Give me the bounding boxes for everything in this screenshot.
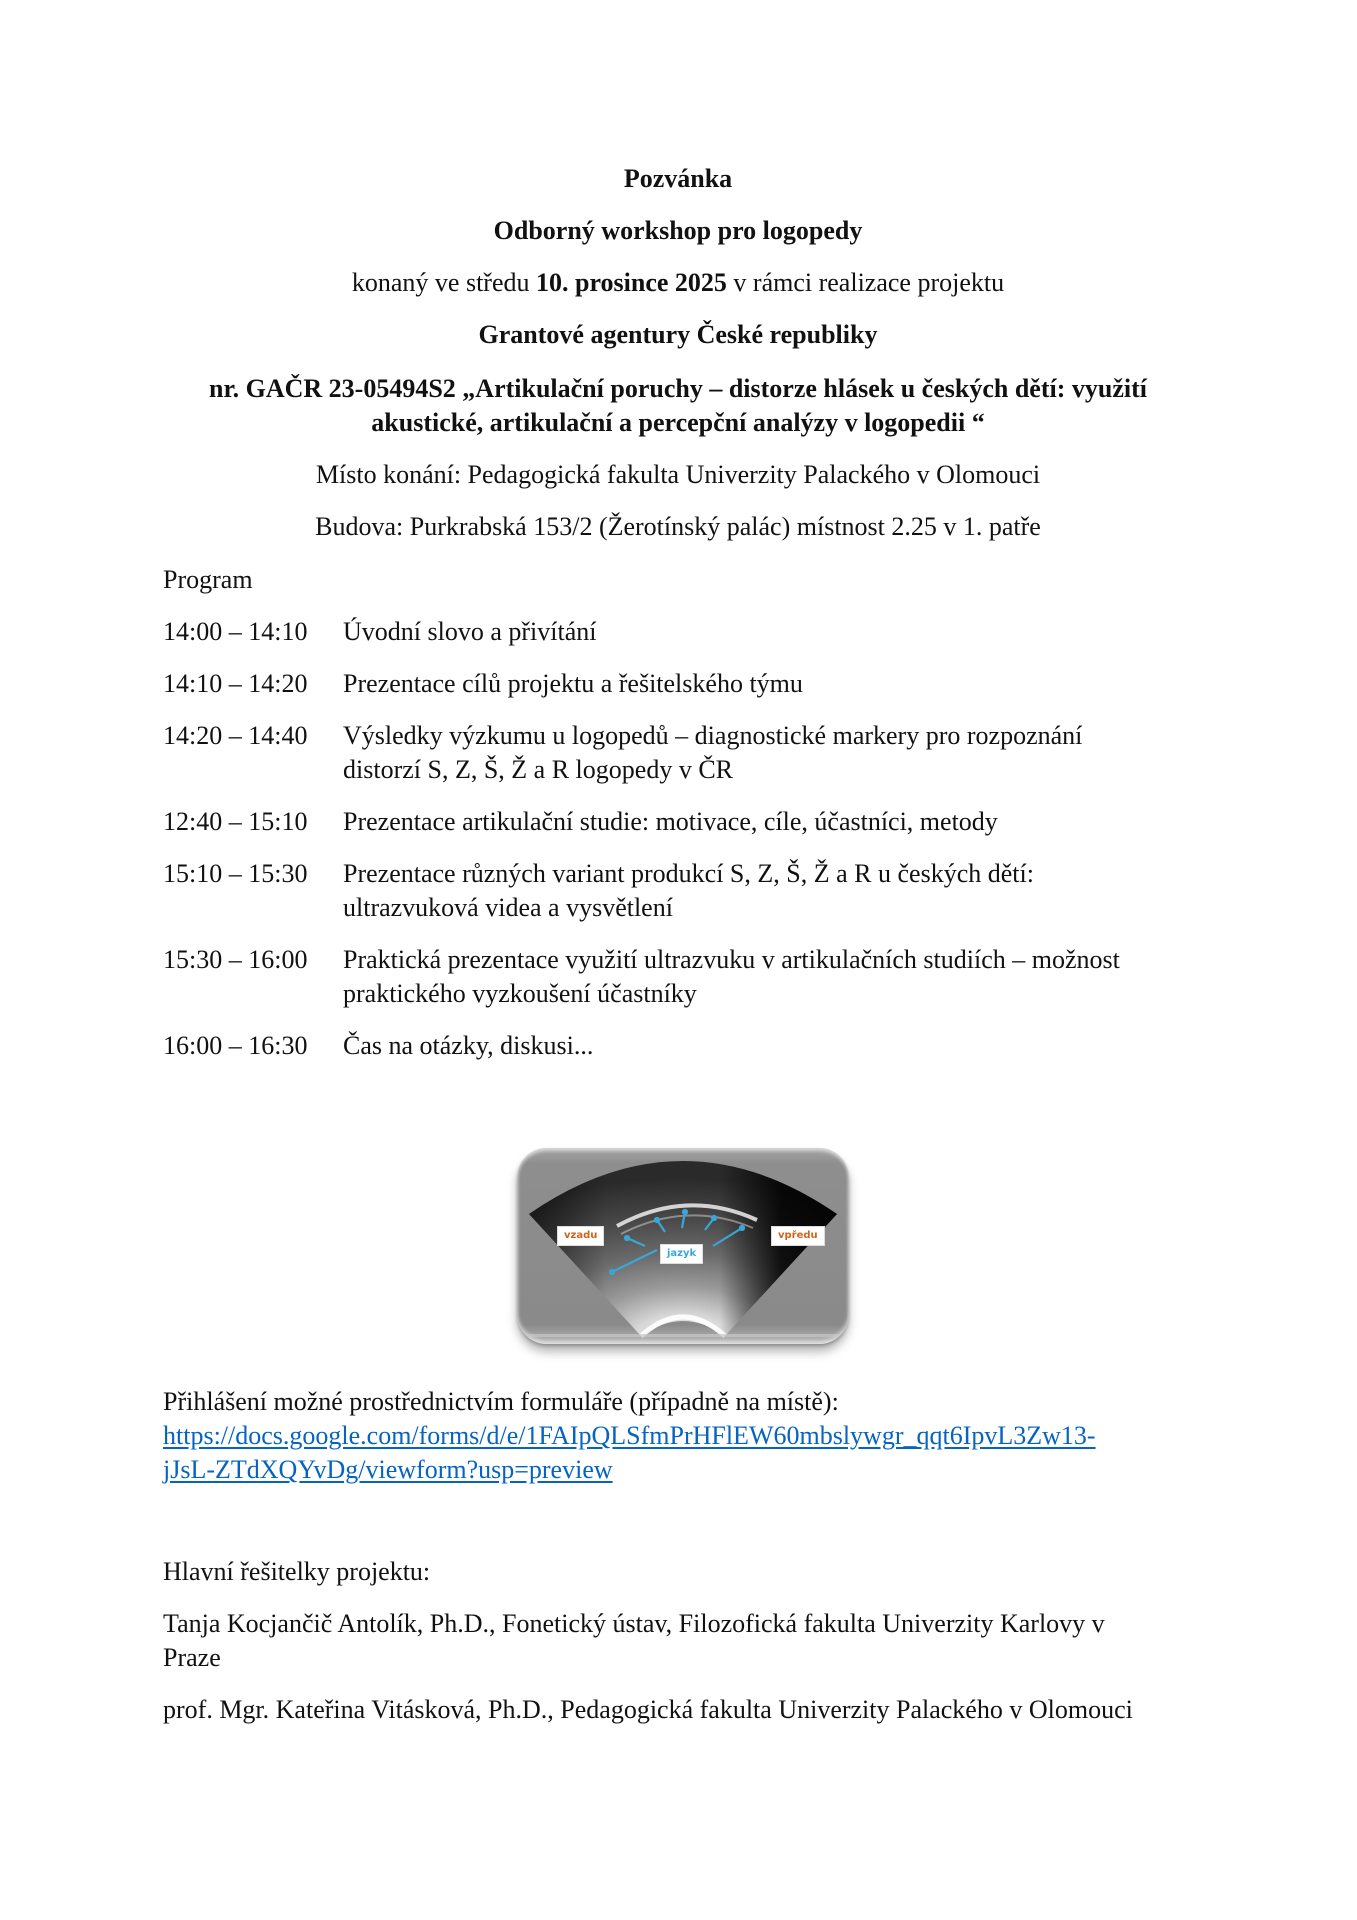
- program-description: Úvodní slovo a přivítání: [343, 617, 597, 646]
- program-description: Prezentace cílů projektu a řešitelského týmu: [343, 669, 803, 698]
- label-front: vpředu: [771, 1226, 825, 1246]
- investigators-heading: Hlavní řešitelky projektu:: [163, 1557, 431, 1586]
- program-time: 14:00 – 14:10: [163, 617, 308, 646]
- registration-link-line-2[interactable]: jJsL-ZTdXQYvDg/viewform?usp=preview: [163, 1455, 613, 1484]
- program-item: [163, 857, 1193, 925]
- document-subtitle: Odborný workshop pro logopedy: [493, 216, 863, 245]
- arrow-head: [740, 1226, 744, 1230]
- project-title-line-2: akustické, artikulační a percepční analýzy v logopedii “: [371, 408, 985, 437]
- date-suffix: v rámci realizace projektu: [726, 268, 1005, 297]
- program-description: Čas na otázky, diskusi...: [343, 1031, 594, 1060]
- ultrasound-tongue-image: [517, 1148, 849, 1344]
- event-date: 10. prosince 2025: [536, 268, 727, 297]
- building: Budova: Purkrabská 153/2 (Žerotínský palác) místnost 2.25 v 1. patře: [315, 512, 1041, 541]
- program-description: Prezentace artikulační studie: motivace, cíle, účastníci, metody: [343, 807, 998, 836]
- program-item: [163, 1029, 1193, 1063]
- program-item: [163, 667, 1193, 701]
- registration-link-line-1[interactable]: https://docs.google.com/forms/d/e/1FAIpQLSfmPrHFlEW60mbslywgr_qqt6IpvL3Zw13-: [163, 1421, 1096, 1450]
- label-tongue: jazyk: [660, 1244, 703, 1264]
- project-title-line-1: nr. GAČR 23-05494S2 „Artikulační poruchy – distorze hlásek u českých dětí: využití: [209, 374, 1147, 403]
- venue: Místo konání: Pedagogická fakulta Univerzity Palackého v Olomouci: [315, 460, 1041, 489]
- program-description: Prezentace různých variant produkcí S, Z, Š, Ž a R u českých dětí: ultrazvuková videa a vysvětlení: [343, 859, 1034, 922]
- program-item: [163, 805, 1193, 839]
- program-time: 12:40 – 15:10: [163, 807, 308, 836]
- investigator-entry: [163, 1607, 1105, 1675]
- program-description: Výsledky výzkumu u logopedů – diagnostické markery pro rozpoznání distorzí S, Z, Š, Ž a R logopedy v ČR: [343, 721, 1083, 784]
- program-time: 15:30 – 16:00: [163, 945, 308, 974]
- label-back: vzadu: [557, 1226, 604, 1246]
- program-time: 16:00 – 16:30: [163, 1031, 308, 1060]
- investigator-entry: [163, 1693, 1133, 1727]
- arrow-head: [712, 1216, 716, 1220]
- agency-name: Grantové agentury České republiky: [478, 320, 878, 349]
- document-title: Pozvánka: [623, 164, 733, 193]
- arrow-head: [683, 1210, 687, 1214]
- date-line: [163, 266, 1193, 300]
- program-time: 14:20 – 14:40: [163, 721, 308, 750]
- program-item: [163, 943, 1193, 1011]
- program-item: [163, 615, 1193, 649]
- investigator-line: Tanja Kocjančič Antolík, Ph.D., Fonetický ústav, Filozofická fakulta Univerzity Karlovy v: [163, 1609, 1105, 1638]
- investigator-line: prof. Mgr. Kateřina Vitásková, Ph.D., Pedagogická fakulta Univerzity Palackého v Olomouci: [163, 1695, 1133, 1724]
- registration-text: Přihlášení možné prostřednictvím formuláře (případně na místě):: [163, 1387, 839, 1416]
- arrow-head: [610, 1270, 614, 1274]
- program-heading: Program: [163, 565, 253, 594]
- program-time: 15:10 – 15:30: [163, 859, 308, 888]
- program-time: 14:10 – 14:20: [163, 669, 308, 698]
- arrow-head: [655, 1218, 659, 1222]
- investigator-line: Praze: [163, 1643, 221, 1672]
- program-description: Praktická prezentace využití ultrazvuku v artikulačních studiích – možnost praktického vyzkoušení účastníky: [343, 945, 1120, 1008]
- registration-link[interactable]: [163, 1419, 1096, 1487]
- arrow-head: [625, 1236, 629, 1240]
- date-prefix: konaný ve středu: [351, 268, 536, 297]
- program-item: [163, 719, 1193, 787]
